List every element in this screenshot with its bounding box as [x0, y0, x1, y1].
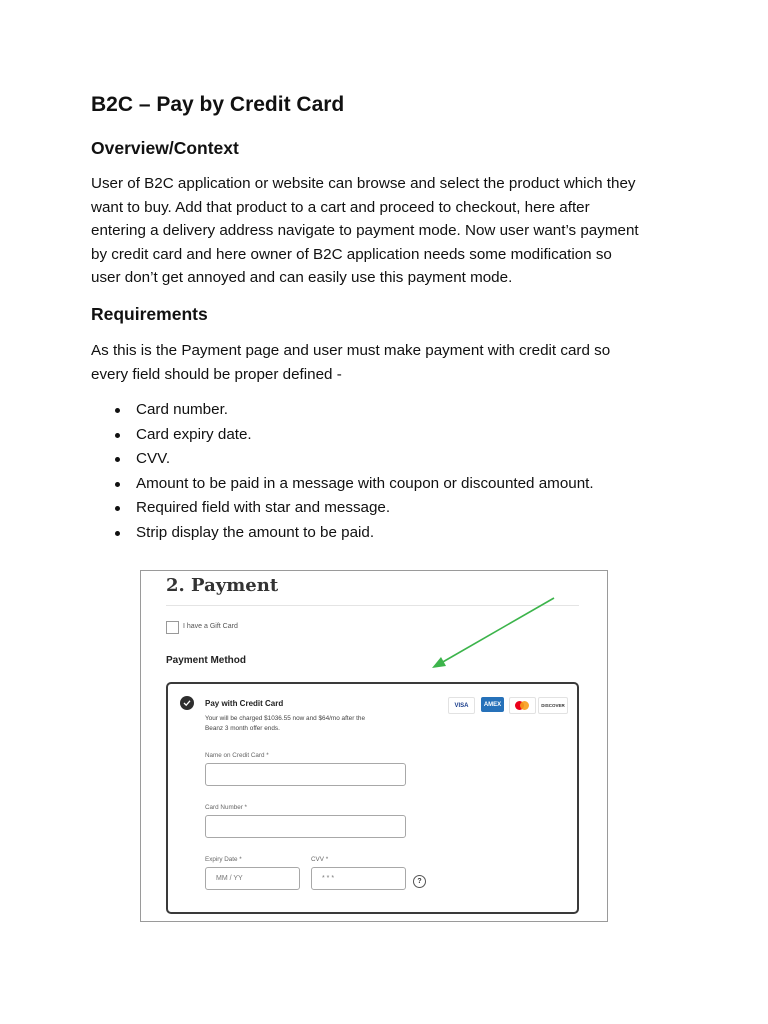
- amex-logo-icon: AMEX: [481, 697, 504, 712]
- name-on-card-input[interactable]: [205, 763, 406, 786]
- requirements-line: As this is the Payment page and user must make payment with credit card so: [91, 342, 611, 359]
- list-item: CVV.: [111, 447, 594, 472]
- gift-card-label: I have a Gift Card: [183, 623, 238, 630]
- requirements-heading: Requirements: [91, 304, 208, 324]
- card-number-input[interactable]: [205, 815, 406, 838]
- list-item: Card number.: [111, 398, 594, 423]
- requirements-list: [111, 398, 594, 546]
- cvv-label: CVV *: [311, 856, 329, 863]
- charge-note-line: Beanz 3 month offer ends.: [205, 725, 280, 732]
- payment-method-label: Payment Method: [166, 655, 247, 666]
- overview-line: want to buy. Add that product to a cart and proceed to checkout, here after: [91, 198, 590, 216]
- credit-card-option-panel[interactable]: [166, 682, 579, 914]
- list-item: Required field with star and message.: [111, 496, 594, 521]
- payment-screenshot: [140, 570, 608, 922]
- list-item: Strip display the amount to be paid.: [111, 521, 594, 546]
- overview-heading: Overview/Context: [91, 138, 239, 158]
- selected-check-icon[interactable]: [180, 696, 194, 710]
- card-number-label: Card Number *: [205, 804, 247, 811]
- charge-note-line: Your will be charged $1036.55 now and $64/mo after the: [205, 715, 365, 722]
- overview-line: user don’t get annoyed and can easily use this payment mode.: [91, 269, 513, 286]
- pay-with-credit-card-title: Pay with Credit Card: [205, 699, 284, 708]
- overview-line: entering a delivery address navigate to payment mode. Now user want’s payment: [91, 222, 639, 239]
- list-item: Card expiry date.: [111, 423, 594, 448]
- discover-logo-icon: DISCOVER: [538, 697, 568, 714]
- expiry-date-label: Expiry Date *: [205, 856, 242, 863]
- list-item: Amount to be paid in a message with coupon or discounted amount.: [111, 472, 594, 497]
- gift-card-checkbox[interactable]: [166, 621, 179, 634]
- overview-line: User of B2C application or website can browse and select the product which they: [91, 175, 636, 192]
- payment-section-title: 2. Payment: [166, 575, 279, 596]
- overview-line: by credit card and here owner of B2C application needs some modification so: [91, 245, 612, 263]
- divider: [166, 605, 579, 606]
- requirements-paragraph: [91, 339, 691, 386]
- help-icon[interactable]: ?: [413, 875, 426, 888]
- document-title: B2C – Pay by Credit Card: [91, 93, 345, 116]
- cvv-input[interactable]: * * *: [311, 867, 406, 890]
- overview-paragraph: [91, 172, 691, 290]
- charge-note: [205, 714, 415, 734]
- mastercard-logo-icon: [509, 697, 536, 714]
- name-on-card-label: Name on Credit Card *: [205, 752, 269, 759]
- visa-logo-icon: VISA: [448, 697, 475, 714]
- expiry-date-input[interactable]: MM / YY: [205, 867, 300, 890]
- requirements-line: every field should be proper defined -: [91, 365, 342, 383]
